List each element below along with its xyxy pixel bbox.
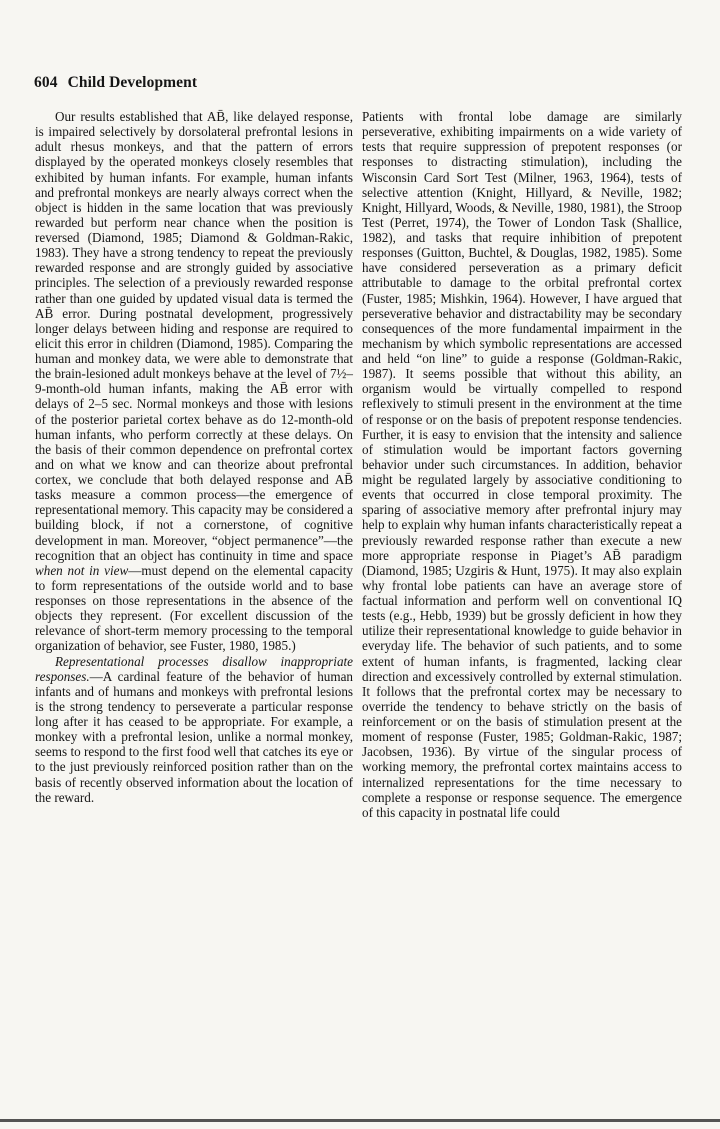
journal-title: Child Development [67, 74, 198, 91]
right-column [362, 109, 682, 820]
italic-phrase: when not in view [35, 562, 129, 578]
paragraph-text: —A cardinal feature of the behavior of human infants and of humans and monkeys with prefrontal lesions is the strong tendency to perseverate a particular response long after it has ceased to be appropriate. For example, a monkey with a prefrontal lesion, unlike a normal monkey, seems to respond to the first food well that catches its eye or to the just previously reinforced position rather than on the basis of recently observed information about the location of the reward. [35, 668, 353, 805]
paragraph [35, 654, 353, 805]
paragraph-text: Our results established that AB̄, like delayed response, is impaired selectively by dorsolateral prefrontal lesions in adult rhesus monkeys, and that the pattern of errors displayed by the operated monkeys closely resembles that exhibited by human infants. For example, human infants and prefrontal monkeys are nearly always correct when the object is hidden in the same location that was previously rewarded but perform near chance when the position is reversed (Diamond, 1985; Diamond & Goldman-Rakic, 1983). They have a strong tendency to repeat the previously rewarded response and are strongly guided by associative principles. The selection of a previously rewarded response rather than one guided by updated visual data is termed the AB̄ error. During postnatal development, progressively longer delays between hiding and response are required to elicit this error in children (Diamond, 1985). Comparing the human and monkey data, we were able to demonstrate that the brain-lesioned adult monkeys behave at the level of 7½–9-month-old human infants, making the AB̄ error with delays of 2–5 sec. Normal monkeys and those with lesions of the posterior parietal cortex behave as do 12-month-old human infants, who perform correctly at these delays. On the basis of their common dependence on prefrontal cortex and on what we know and can theorize about prefrontal cortex, we conclude that both delayed response and AB̄ tasks measure a common process—the emergence of representational memory. This capacity may be considered a building block, if not a cornerstone, of cognitive development in man. Moreover, “object permanence”—the recognition that an object has continuity in time and space [35, 109, 353, 563]
running-header [34, 74, 197, 92]
paragraph-text: —must depend on the elemental capacity to form representations of the outside world and to base responses on those representations in the absence of the objects they represent. (For excellent discussion of the relevance of short-term memory processing to the temporal organization of behavior, see Fuster, 1980, 1985.) [35, 562, 354, 654]
paragraph [362, 109, 682, 820]
paragraph-text: Patients with frontal lobe damage are similarly perseverative, exhibiting impairments on a wide variety of tests that require suppression of prepotent responses (or responses to distracting stimulation), including the Wisconsin Card Sort Test (Milner, 1963, 1964), tests of selective attention (Knight, Hillyard, & Neville, 1982; Knight, Hillyard, Woods, & Neville, 1980, 1981), the Stroop Test (Perret, 1974), the Tower of London Task (Shallice, 1982), and tasks that require inhibition of prepotent responses (Guitton, Buchtel, & Douglas, 1982, 1985). Some have considered perseveration as a primary deficit attributable to damage to the orbital prefrontal cortex (Fuster, 1985; Mishkin, 1964). However, I have argued that perseverative behavior and distractability may be secondary consequences of the more fundamental impairment in the mechanism by which symbolic representations are accessed and held “on line” to guide a response (Goldman-Rakic, 1987). It seems possible that without this ability, an organism would be virtually compelled to respond reflexively to stimuli present in the environment at the time of response or on the basis of prepotent response tendencies. Further, it is easy to envision that the intensity and salience of stimulation would be important factors governing behavior under such circumstances. In addition, behavior might be regulated largely by associative conditioning to events that occurred in close temporal proximity. The sparing of associative memory after prefrontal injury may help to explain why human infants characteristically repeat a previously rewarded response rather than execute a new more appropriate response in Piaget’s AB̄ paradigm (Diamond, 1985; Uzgiris & Hunt, 1975). It may also explain why frontal lobe patients can have an average store of factual information and perform well on conventional IQ tests (e.g., Hebb, 1939) but be grossly deficient in how they utilize their representational knowledge to guide behavior in everyday life. The behavior of such patients, and to some extent of human infants, is fragmented, lacking clear direction and excessively controlled by external stimulation. It follows that the prefrontal cortex may be necessary to override the tendency to behave strictly on the basis of reinforcement or on the basis of stimulation present at the moment of response (Fuster, 1985; Goldman-Rakic, 1987; Jacobsen, 1936). By virtue of the singular process of working memory, the prefrontal cortex maintains access to internalized representations for the time necessary to complete a response or response sequence. The emergence of this capacity in postnatal life could [362, 109, 682, 820]
section-run-in-heading: Representational processes disallow inappropriate responses. [35, 653, 353, 684]
page-bottom-edge [0, 1119, 720, 1122]
left-column [35, 109, 353, 805]
paragraph [35, 109, 353, 654]
page-number: 604 [34, 74, 58, 91]
